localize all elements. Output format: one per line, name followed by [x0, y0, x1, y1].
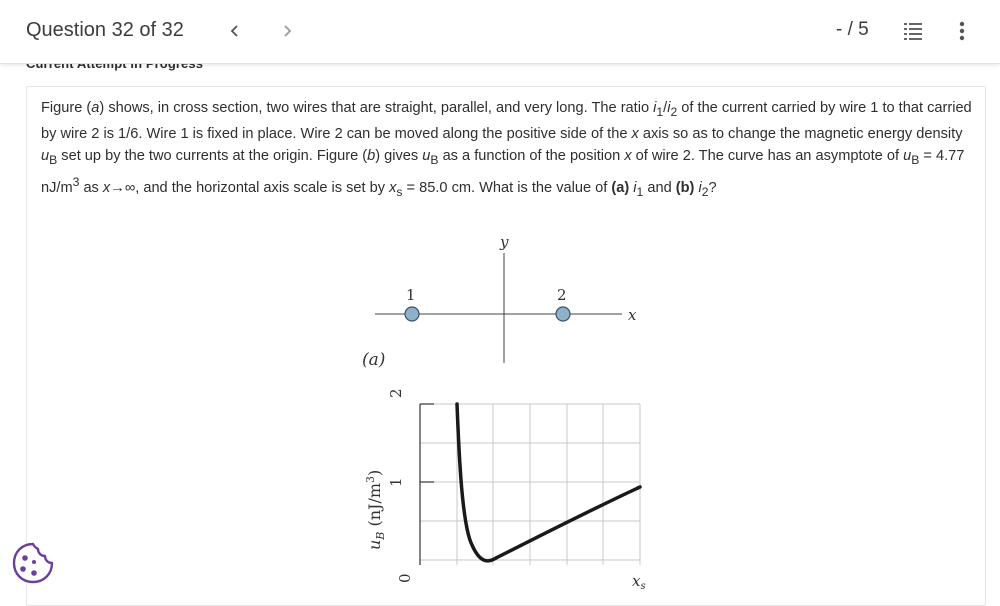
x-axis-label: x: [628, 306, 637, 324]
wire-2: [556, 307, 570, 321]
y-tick-0: 0: [396, 573, 414, 583]
question-counter: Question 32 of 32: [26, 19, 184, 41]
y-tick-1: 1: [387, 477, 405, 487]
cookie-settings-button[interactable]: [10, 540, 56, 586]
figure: [340, 225, 680, 592]
figure-b: [364, 388, 646, 592]
wire-2-label: 2: [557, 286, 567, 304]
chevron-left-icon: [224, 18, 246, 44]
x-axis-title-b: $x_s$: [632, 572, 646, 592]
wire-1: [405, 307, 419, 321]
wire-1-label: 1: [406, 286, 416, 304]
next-question-button[interactable]: [276, 18, 298, 44]
cookie-settings-icon: [10, 540, 56, 586]
more-options-button[interactable]: [952, 20, 972, 42]
chevron-right-icon: [276, 18, 298, 44]
question-list-button[interactable]: [902, 20, 924, 42]
figure-a-caption: (a): [362, 350, 386, 370]
figure-a: [362, 233, 637, 370]
y-axis-title: $u_B$ $(nJ/m^3)$: [364, 469, 387, 550]
y-axis-label: y: [500, 233, 509, 251]
score-display: - / 5: [836, 19, 869, 40]
previous-question-button[interactable]: [224, 18, 246, 44]
more-vertical-icon: [952, 20, 972, 42]
question-text: Figure (a) shows, in cross section, two wires that are straight, parallel, and very long. The ratio $i_1/i_2$ of the current carried by wire 1 to that carried by wire 2 is 1/6. Wire 1 is fixed in place. Wire 2 can be moved along the positive side of the x axis so as to change the magnetic energy density $u_B$ set up by the two currents at the origin. Figure (b) gives $u_B$ as a function of the position x of wire 2. The curve has an asymptote of $u_B = 4.77$ $nJ/m^3$ as x→∞, and the horizontal axis scale is set by $x_s = 85.0$ cm. What is the value of (a) $i_1$ and (b) $i_2$?: [41, 100, 972, 199]
question-header-bar: [0, 0, 1000, 64]
y-tick-2: 2: [387, 388, 405, 398]
question-list-icon: [902, 20, 924, 42]
